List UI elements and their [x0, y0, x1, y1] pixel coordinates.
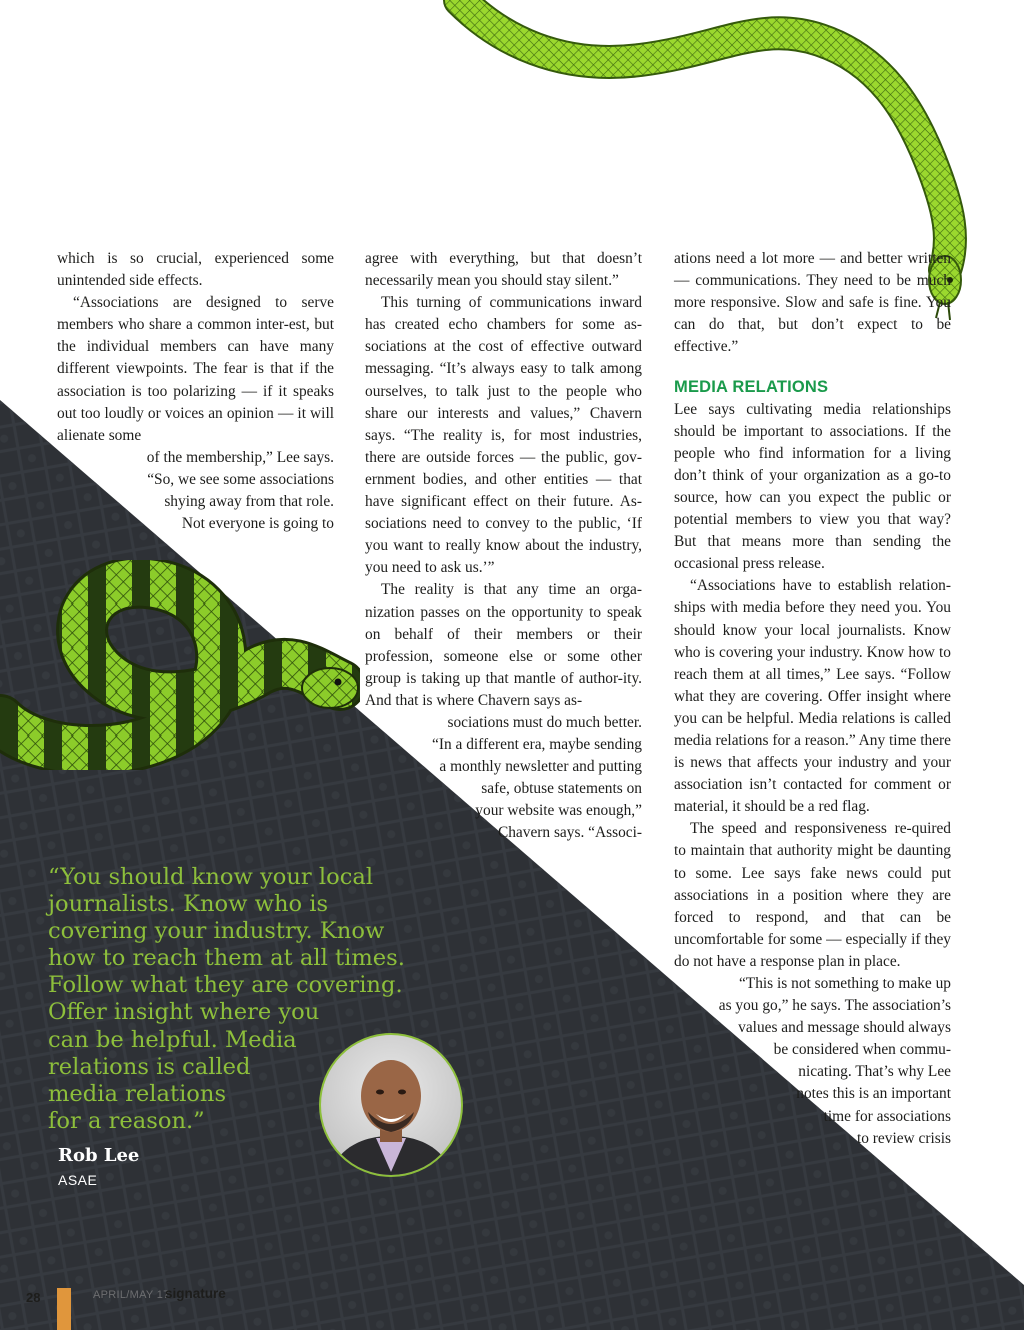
page-footer	[0, 1284, 400, 1330]
paragraph: The speed and responsiveness re-quired to maintain that authority might be daunting to some. Lee says fake news could put associations in a position where they are forced to respond, and that can be uncomfortable for some — especially if they do not have a response plan in place.	[674, 820, 951, 970]
paragraph: “So, we see some associations	[147, 470, 334, 488]
paragraph: “Associations have to establish relation-ships with media before they need you. You should know your local journalists. Know who is covering your industry. Know how to reach them at all times,” Lee says. “Follow what they are covering. Offer insight where you can be helpful. Media relations is called media relations for a reason.” Any time there is news that affects your industry and your association isn’t contacted for comment or material, it should be a red flag.	[674, 577, 951, 816]
paragraph: The reality is that any time an orga-nization passes on the opportunity to speak on behalf of their members or their profession, someone else or some other group is taking up that mantle of author-ity. And that is where Chavern says as-	[365, 581, 642, 709]
snake-illustration-coiled	[0, 560, 360, 770]
paragraph: which is so crucial, experienced some unintended side effects.	[57, 250, 334, 290]
pull-quote-line: for a reason.”	[48, 1107, 205, 1134]
pull-quote-line: Follow what they are covering.	[48, 972, 403, 999]
page-number: 28	[26, 1290, 41, 1305]
paragraph: of the membership,” Lee says.	[146, 448, 334, 466]
paragraph: agree with everything, but that doesn’t necessarily mean you should stay silent.”	[365, 250, 642, 290]
paragraph: time for associations	[823, 1107, 951, 1125]
paragraph: shying away from that role.	[164, 493, 334, 511]
issue-date: APRIL/MAY 17	[93, 1289, 170, 1301]
paragraph: ations need a lot more — and better written — communications. They need to be much more responsive. Slow and safe is fine. You can do that, but don’t expect to be effective.”	[674, 250, 951, 356]
pull-quote-line: how to reach them at all times.	[48, 945, 405, 972]
paragraph: nicating. That’s why Lee	[798, 1063, 951, 1081]
paragraph: “This is not something to make up	[738, 975, 951, 992]
paragraph: Lee says cultivating media relationships should be important to associations. If the people who find information for a living don’t think of your organization as a go-to source, how can you expect the public or potential members to view you that way? But that means more than sending the occasional press release.	[674, 400, 951, 573]
article-column-3	[674, 248, 951, 1150]
pull-quote-line: journalists. Know who is	[48, 891, 329, 918]
pull-quote-line: media relations	[48, 1080, 227, 1107]
paragraph: as you go,” he says. The association’s	[718, 997, 951, 1015]
quote-author: Rob Lee	[58, 1145, 140, 1166]
pull-quote-line: “You should know your local	[48, 864, 374, 890]
paragraph: notes this is an important	[796, 1085, 951, 1103]
paragraph: “Associations are designed to serve members who share a common inter-est, but the individual members can have many different viewpoints. The fear is that if the association is too polarizing — if it speaks out too loudly or voices an opinion — it will alienate some	[57, 294, 334, 444]
paragraph: This turning of communications inward has created echo chambers for some as-sociations at the cost of effective outward messaging. “It’s always easy to talk among ourselves, to talk just to the people who share our interests and values,” Chavern says. “The reality is, for most industries, there are outside forces — the public, gov-ernment bodies, and other entities — that have significant effect on their future. As-sociations need to convey to the public, ‘If you want to really know about the industry, you need to ask us.’”	[365, 294, 642, 577]
article-column-2	[365, 248, 642, 845]
paragraph: to review crisis	[856, 1129, 951, 1147]
pull-quote-line: relations is called	[48, 1053, 251, 1080]
paragraph: be considered when commu-	[773, 1041, 951, 1059]
pull-quote-line: can be helpful. Media	[48, 1026, 297, 1053]
paragraph: a monthly newsletter and putting	[439, 758, 642, 776]
paragraph: “In a different era, maybe sending	[432, 736, 642, 754]
pull-quote-line: Offer insight where you	[48, 999, 320, 1026]
footer-accent-bar	[57, 1288, 71, 1330]
paragraph: Not everyone is going to	[181, 515, 334, 533]
section-heading: MEDIA RELATIONS	[674, 378, 829, 397]
paragraph: safe, obtuse statements on	[481, 780, 642, 798]
paragraph: sociations must do much better.	[447, 713, 642, 731]
paragraph: values and message should always	[738, 1019, 951, 1037]
paragraph: your website was enough,”	[475, 802, 642, 820]
author-portrait	[318, 1032, 464, 1178]
article-column-1	[57, 248, 334, 535]
quote-organization: ASAE	[58, 1172, 98, 1188]
paragraph: Chavern says. “Associ-	[497, 824, 642, 842]
pull-quote-line: covering your industry. Know	[48, 918, 385, 945]
magazine-name: signature	[165, 1286, 226, 1301]
